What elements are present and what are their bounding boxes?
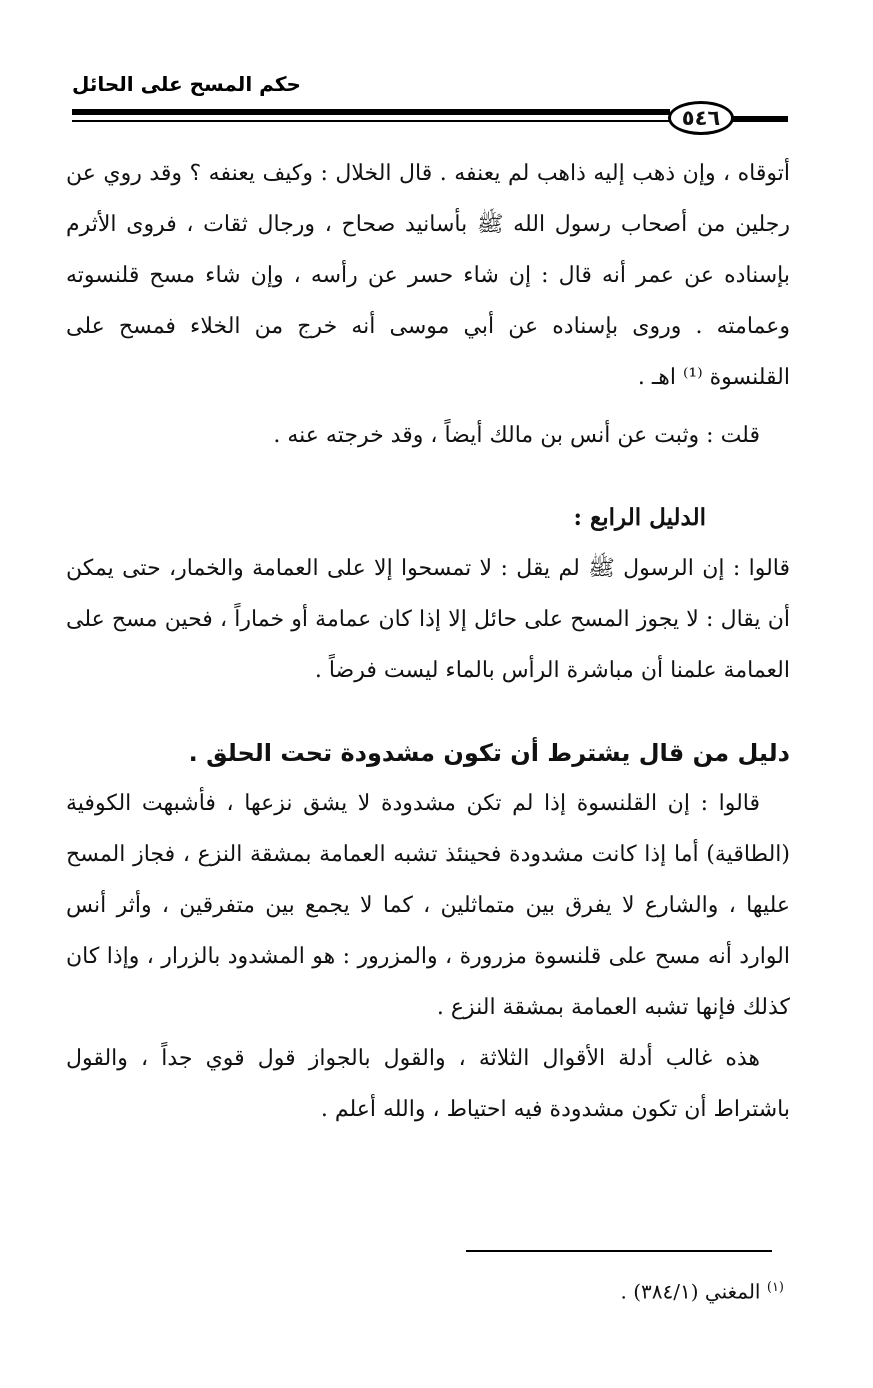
paragraph-fourth-evidence: قالوا : إن الرسول ﷺ لم يقل : لا تمسحوا إلا على العمامة والخمار، حتى يمكن أن يقال : لا يجوز المسح على حائل إلا إذا كان عمامة أو خماراً ، فحين مسح على العمامة علمنا أن مباشرة الرأس بالماء ليست فرضاً . xyxy=(66,556,790,683)
heading-fourth-evidence: الدليل الرابع : xyxy=(573,504,706,531)
paragraph-conclusion: هذه غالب أدلة الأقوال الثلاثة ، والقول بالجواز قول قوي جداً ، والقول باشتراط أن تكون مشدودة فيه احتياط ، والله أعلم . xyxy=(66,1046,790,1122)
footnote-separator xyxy=(466,1250,772,1252)
footnote-text: المغني (٣٨٤/١) . xyxy=(620,1279,761,1304)
footnote-marker: (١) xyxy=(766,1280,784,1295)
paragraph-quote-continuation: أتوقاه ، وإن ذهب إليه ذاهب لم يعنفه . قال الخلال : وكيف يعنفه ؟ وقد روي عن رجلين من أصحاب رسول الله ﷺ بأسانيد صحاح ، ورجال ثقات ، فروى الأثرم بإسناده عن عمر أنه قال : إن شاء حسر عن رأسه ، وإن شاء مسح قلنسوته وعمامته . وروى بإسناده عن أبي موسى أنه خرج من الخلاء فمسح على القلنسوة ⁽¹⁾ اهـ . xyxy=(66,161,790,390)
paragraph-qalansuwa-argument: قالوا : إن القلنسوة إذا لم تكن مشدودة لا يشق نزعها ، فأشبهت الكوفية (الطاقية) أما إذا كانت مشدودة فحينئذ تشبه العمامة بمشقة النزع ، فجاز المسح عليها ، والشارع لا يفرق بين متماثلين ، كما لا يجمع بين متفرقين ، وأثر أنس الوارد أنه مسح على قلنسوة مزرورة ، والمزرور : هو المشدود بالزرار ، وإذا كان كذلك فإنها تشبه العمامة بمشقة النزع . xyxy=(66,791,790,1020)
section-heading: دليل من قال يشترط أن تكون مشدودة تحت الحلق . xyxy=(188,739,790,767)
paragraph-anas-note: قلت : وثبت عن أنس بن مالك أيضاً ، وقد خرجته عنه . xyxy=(273,423,760,448)
running-title: حكم المسح على الحائل xyxy=(72,72,301,96)
header-rule-right xyxy=(732,116,788,122)
footnote xyxy=(466,1268,784,1312)
header-rule-thin xyxy=(72,120,670,122)
header-rule-thick xyxy=(72,109,670,115)
page-number-badge: ٥٤٦ xyxy=(668,101,734,135)
